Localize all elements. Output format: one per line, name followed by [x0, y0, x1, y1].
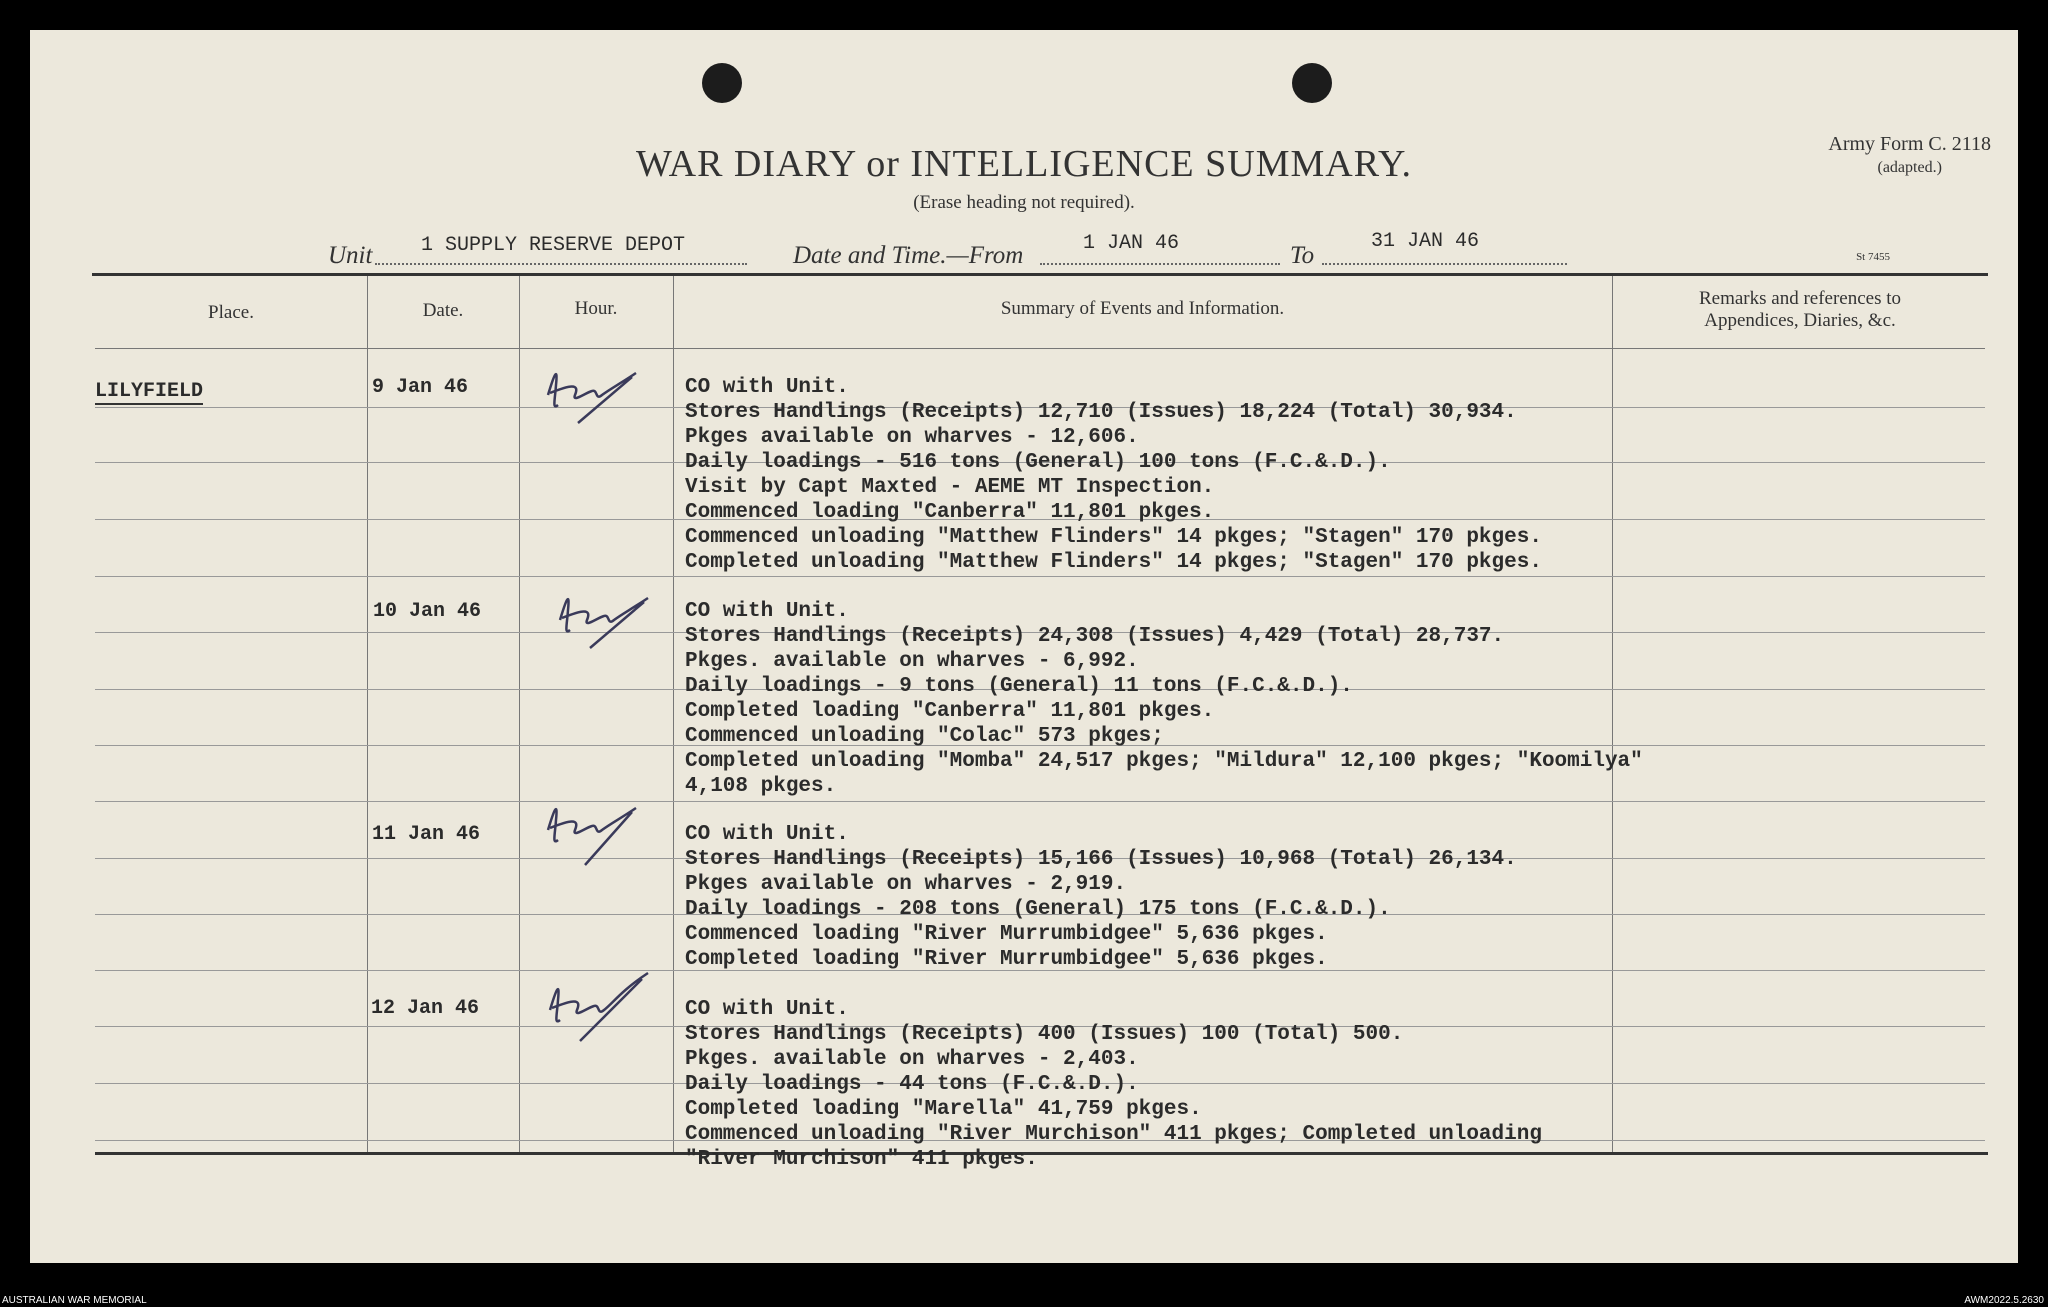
- entry-summary: [685, 599, 1643, 799]
- entry-date: 10 Jan 46: [373, 600, 482, 623]
- remarks-header-line2: Appendices, Diaries, &c.: [1704, 310, 1896, 331]
- entry-date: 11 Jan 46: [372, 823, 481, 846]
- form-adapted: (adapted.): [1877, 159, 1942, 176]
- date-to-label: To: [1290, 242, 1315, 269]
- initials-signature: [540, 790, 650, 870]
- page-title: WAR DIARY or INTELLIGENCE SUMMARY.: [635, 143, 1413, 185]
- diary-page: [30, 30, 2018, 1263]
- summary-line: Commenced unloading "Colac" 573 pkges;: [685, 725, 1164, 748]
- ruled-line: [95, 576, 1985, 577]
- table-top-rule: [92, 273, 1988, 276]
- date-from-dotline: [1040, 263, 1280, 265]
- punch-hole-right: [1292, 63, 1332, 103]
- summary-line: CO with Unit.: [685, 998, 849, 1021]
- unit-dotline: [375, 263, 747, 265]
- summary-line: Stores Handlings (Receipts) 24,308 (Issues) 4,429 (Total) 28,737.: [685, 625, 1505, 648]
- unit-value: 1 SUPPLY RESERVE DEPOT: [421, 234, 686, 257]
- footer-credit: AUSTRALIAN WAR MEMORIAL: [2, 1295, 147, 1306]
- page-subtitle: (Erase heading not required).: [913, 192, 1135, 213]
- form-number: Army Form C. 2118: [1828, 133, 1991, 155]
- st-number: St 7455: [1856, 251, 1890, 263]
- summary-line: CO with Unit.: [685, 823, 849, 846]
- summary-line: Commenced loading "Canberra" 11,801 pkges.: [685, 501, 1215, 524]
- initials-signature: [542, 965, 662, 1045]
- form-reference: [1828, 132, 1991, 180]
- col-header-hour: Hour.: [574, 298, 618, 319]
- summary-line: Daily loadings - 208 tons (General) 175 tons (F.C.&.D.).: [685, 898, 1391, 921]
- punch-hole-left: [702, 63, 742, 103]
- summary-line: Stores Handlings (Receipts) 15,166 (Issues) 10,968 (Total) 26,134.: [685, 848, 1517, 871]
- initials-signature: [540, 355, 650, 430]
- summary-line: Completed loading "Marella" 41,759 pkges.: [685, 1098, 1202, 1121]
- summary-line: Commenced loading "River Murrumbidgee" 5,636 pkges.: [685, 923, 1328, 946]
- summary-line: Stores Handlings (Receipts) 400 (Issues) 100 (Total) 500.: [685, 1023, 1404, 1046]
- date-to-value: 31 JAN 46: [1371, 230, 1480, 253]
- date-from-label: Date and Time.—From: [793, 242, 1024, 269]
- col-header-summary: Summary of Events and Information.: [1000, 298, 1285, 319]
- summary-line: Daily loadings - 9 tons (General) 11 tons (F.C.&.D.).: [685, 675, 1353, 698]
- summary-line: Daily loadings - 44 tons (F.C.&.D.).: [685, 1073, 1139, 1096]
- summary-line: CO with Unit.: [685, 376, 849, 399]
- unit-label: Unit: [328, 242, 373, 269]
- header-underline: [95, 348, 1985, 349]
- date-to-dotline: [1322, 263, 1567, 265]
- summary-line: Daily loadings - 516 tons (General) 100 tons (F.C.&.D.).: [685, 451, 1391, 474]
- col-header-remarks: [1612, 288, 1988, 332]
- summary-line: Commenced unloading "Matthew Flinders" 14 pkges; "Stagen" 170 pkges.: [685, 526, 1542, 549]
- initials-signature: [552, 580, 662, 655]
- summary-line: Pkges available on wharves - 2,919.: [685, 873, 1127, 896]
- entry-summary: [685, 375, 1542, 575]
- entry-date: 12 Jan 46: [371, 997, 480, 1020]
- summary-line: Completed unloading "Matthew Flinders" 14 pkges; "Stagen" 170 pkges.: [685, 551, 1542, 574]
- summary-line: Visit by Capt Maxted - AEME MT Inspection.: [685, 476, 1215, 499]
- entry-summary: [685, 822, 1517, 972]
- remarks-header-line1: Remarks and references to: [1698, 288, 1902, 309]
- summary-line: "River Murchison" 411 pkges.: [685, 1148, 1038, 1171]
- summary-line: Completed loading "Canberra" 11,801 pkges.: [685, 700, 1215, 723]
- col-header-place: Place.: [208, 302, 254, 323]
- summary-line: Pkges. available on wharves - 6,992.: [685, 650, 1139, 673]
- summary-line: Commenced unloading "River Murchison" 411 pkges; Completed unloading: [685, 1123, 1542, 1146]
- col-header-date: Date.: [422, 300, 464, 321]
- entry-summary: [685, 997, 1542, 1172]
- place-value: LILYFIELD: [95, 380, 204, 403]
- footer-accession: AWM2022.5.2630: [1964, 1295, 2044, 1306]
- ruled-line: [95, 801, 1985, 802]
- summary-line: Pkges. available on wharves - 2,403.: [685, 1048, 1139, 1071]
- summary-line: 4,108 pkges.: [685, 775, 837, 798]
- summary-line: CO with Unit.: [685, 600, 849, 623]
- summary-line: Stores Handlings (Receipts) 12,710 (Issues) 18,224 (Total) 30,934.: [685, 401, 1517, 424]
- entry-date: 9 Jan 46: [372, 376, 469, 399]
- summary-line: Completed loading "River Murrumbidgee" 5,636 pkges.: [685, 948, 1328, 971]
- summary-line: Pkges available on wharves - 12,606.: [685, 426, 1139, 449]
- summary-line: Completed unloading "Momba" 24,517 pkges; "Mildura" 12,100 pkges; "Koomilya": [685, 750, 1643, 773]
- date-from-value: 1 JAN 46: [1083, 232, 1180, 255]
